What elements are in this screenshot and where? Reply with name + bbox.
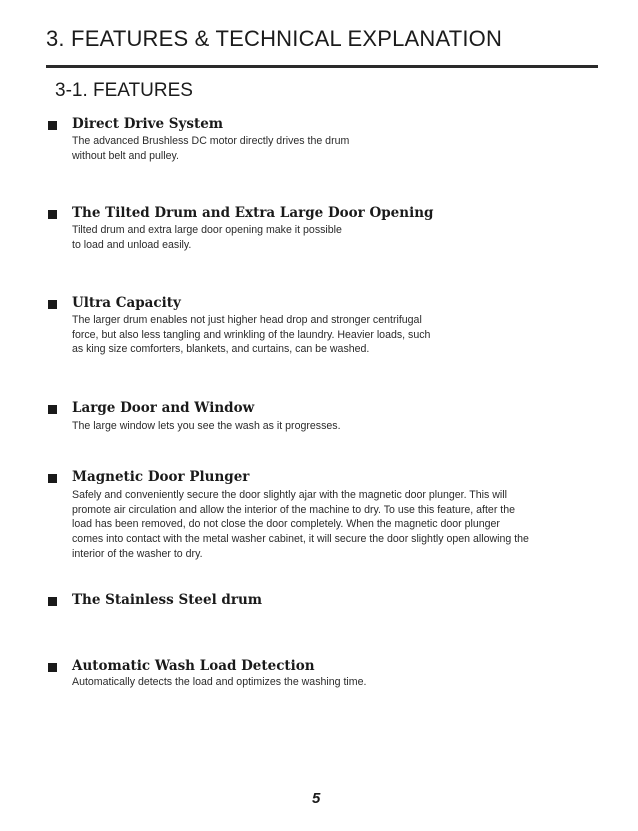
feature-title: Automatic Wash Load Detection: [72, 658, 315, 674]
square-bullet-icon: [48, 663, 57, 672]
description-line: comes into contact with the metal washer cabinet, it will secure the door slightly open allowing the: [72, 533, 529, 546]
square-bullet-icon: [48, 405, 57, 414]
feature-title: Magnetic Door Plunger: [72, 469, 250, 485]
feature-description: [72, 675, 366, 690]
feature-description: [72, 223, 342, 252]
description-line: The advanced Brushless DC motor directly drives the drum: [72, 135, 350, 147]
description-line: Tilted drum and extra large door opening make it possible: [72, 224, 342, 236]
chapter-title: 3. FEATURES & TECHNICAL EXPLANATION: [46, 26, 503, 51]
description-line: as king size comforters, blankets, and curtains, can be washed.: [72, 343, 370, 356]
feature-title: The Tilted Drum and Extra Large Door Opening: [72, 205, 434, 221]
feature-description: [72, 419, 341, 434]
feature-description: [72, 488, 529, 562]
description-line: without belt and pulley.: [72, 149, 179, 162]
description-line: Safely and conveniently secure the door slightly ajar with the magnetic door plunger. This will: [72, 489, 507, 501]
description-line: to load and unload easily.: [72, 238, 192, 251]
chapter-divider: [46, 65, 598, 68]
feature-title: The Stainless Steel drum: [72, 592, 263, 608]
square-bullet-icon: [48, 121, 57, 130]
description-line: load has been removed, do not close the door completely. When the magnetic door plunger: [72, 518, 500, 531]
square-bullet-icon: [48, 597, 57, 606]
description-line: promote air circulation and allow the interior of the machine to dry. To use this feature, after the: [72, 503, 516, 516]
square-bullet-icon: [48, 300, 57, 309]
feature-title: Ultra Capacity: [72, 295, 181, 311]
section-title: 3-1. FEATURES: [55, 80, 193, 101]
description-line: The large window lets you see the wash as it progresses.: [72, 420, 341, 432]
description-line: The larger drum enables not just higher head drop and stronger centrifugal: [72, 314, 422, 326]
feature-title: Direct Drive System: [72, 116, 224, 132]
feature-description: [72, 134, 349, 163]
feature-title: Large Door and Window: [72, 400, 255, 416]
page-number: 5: [312, 790, 321, 807]
description-line: interior of the washer to dry.: [72, 547, 203, 560]
description-line: force, but also less tangling and wrinkling of the laundry. Heavier loads, such: [72, 328, 431, 341]
feature-description: [72, 313, 430, 357]
description-line: Automatically detects the load and optimizes the washing time.: [72, 676, 367, 688]
square-bullet-icon: [48, 210, 57, 219]
square-bullet-icon: [48, 474, 57, 483]
